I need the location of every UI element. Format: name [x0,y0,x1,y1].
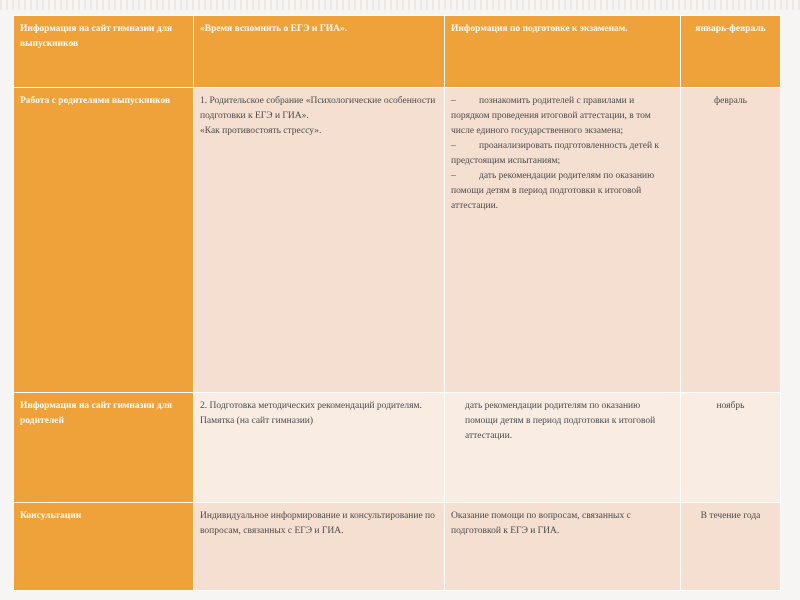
activity-text: «Как противостоять стрессу». [200,126,322,136]
table-row [14,88,781,393]
goal-text: проанализировать подготовленность детей к предстоящим испытаниям; [451,141,660,166]
dash-bullet: – [451,171,456,181]
activity-cell [194,393,445,503]
activity-cell [194,503,445,591]
goals-cell [445,393,681,503]
term-cell: февраль [681,88,781,393]
goal-item [451,139,674,169]
header-cell-term: январь-февраль [681,16,781,88]
goal-text: познакомить родителей с правилами и порядком проведения итоговой аттестации, в том числе единого государственного экзамена; [451,96,651,136]
events-table [13,15,781,591]
goal-text: дать рекомендации родителям по оказанию помощи детям в период подготовки к итоговой аттестации. [451,171,655,211]
goal-text: Оказание помощи по вопросам, связанных с подготовкой к ЕГЭ и ГИА. [451,511,631,536]
table-header-row [14,16,781,88]
row-label: Работа с родителями выпускников [14,88,194,393]
activity-text: 2. Подготовка методических рекомендаций родителям. Памятка (на сайт гимназии) [200,401,422,426]
top-decor-stripe [0,0,800,10]
goal-text: дать рекомендации родителям по оказанию помощи детям в период подготовки к итоговой аттестации. [465,401,656,441]
goal-item [451,169,674,214]
goal-item [451,94,674,139]
header-cell-content: Информация по подготовке к экзаменам. [445,16,681,88]
table-row [14,503,781,591]
table-row [14,393,781,503]
goals-cell [445,88,681,393]
activity-text: 1. Родительское собрание «Психологические особенности подготовки к ЕГЭ и ГИА». [200,96,436,121]
term-cell: В течение года [681,503,781,591]
activity-cell [194,88,445,393]
term-cell: ноябрь [681,393,781,503]
dash-bullet: – [451,141,456,151]
row-label: Консультации [14,503,194,591]
activity-text: Индивидуальное информирование и консультирование по вопросам, связанных с ЕГЭ и ГИА. [200,511,435,536]
goals-cell [445,503,681,591]
header-cell-target: Информация на сайт гимназии для выпускников [14,16,194,88]
row-label: Информация на сайт гимназии для родителей [14,393,194,503]
header-cell-event: «Время вспомнить о ЕГЭ и ГИА». [194,16,445,88]
dash-bullet: – [451,96,456,106]
